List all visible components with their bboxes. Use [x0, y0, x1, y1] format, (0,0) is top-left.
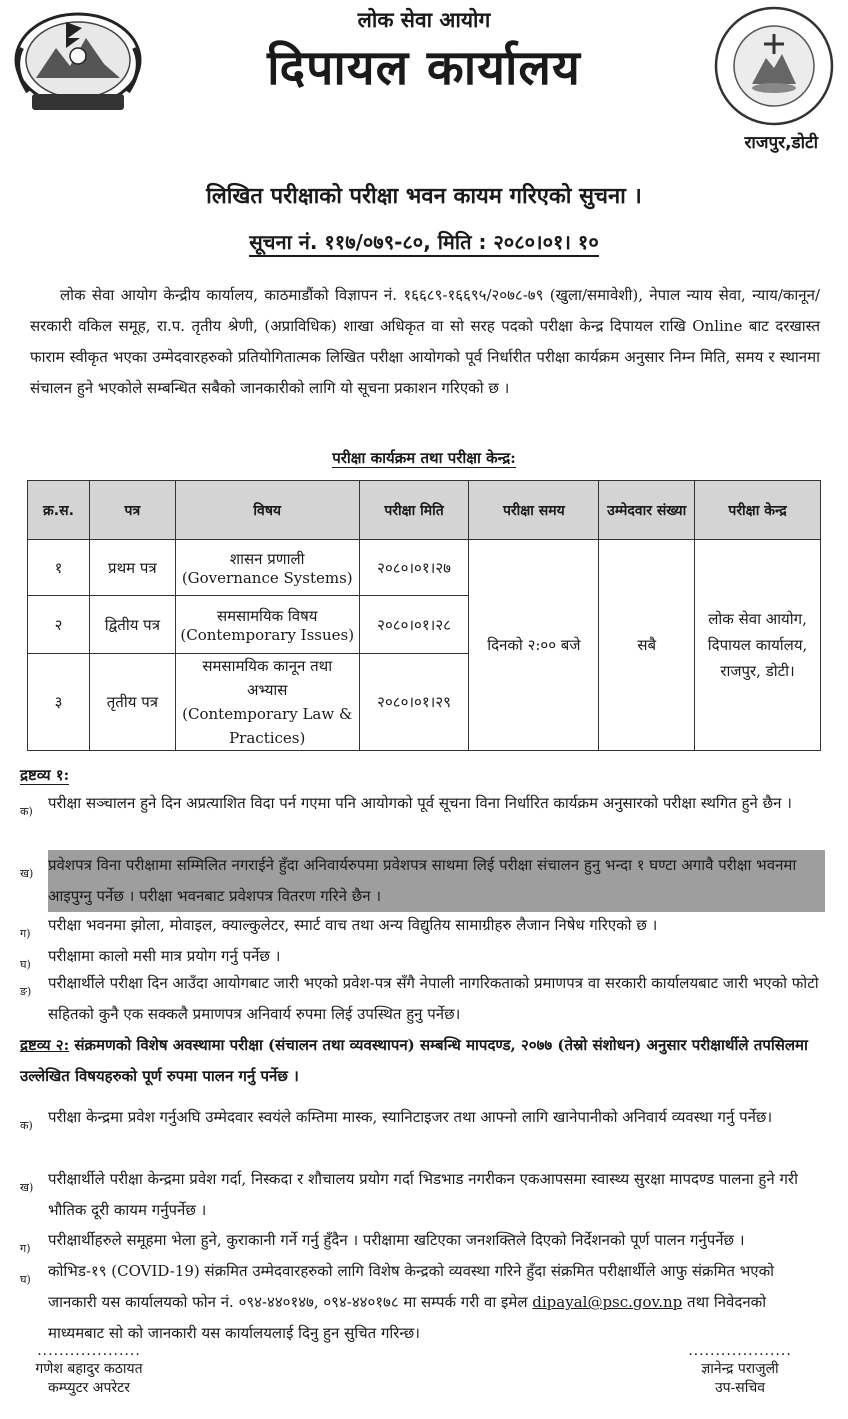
- subject-np: समसामयिक कानून तथा अभ्यास: [202, 657, 333, 699]
- signatory-name: ज्ञानेन्द्र पराजुली: [701, 1361, 779, 1377]
- list-item: [20, 1225, 825, 1256]
- signatory-role: उप-सचिव: [714, 1380, 766, 1396]
- item-marker: ख): [20, 1181, 34, 1194]
- item-text: परीक्षा सञ्चालन हुने दिन अप्रत्याशित विदा पर्न गएमा पनि आयोगको पूर्व सूचना विना निर्धारित कार्यक्रम अनुसारको परीक्षा स्थगित हुने छैन ।: [48, 794, 792, 812]
- subject-en: (Contemporary Law & Practices): [182, 705, 353, 747]
- org-name: लोक सेवा आयोग: [357, 8, 491, 32]
- item-marker: क): [20, 805, 33, 818]
- item-text: परीक्षा केन्द्रमा प्रवेश गर्नुअघि उम्मेदवार स्वयंले कम्तिमा मास्क, स्यानिटाइजर तथा आफ्नो लागि खानेपानीको अनिवार्य व्यवस्था गर्नु पर्नेछ।: [48, 1108, 773, 1126]
- list-item: [20, 850, 825, 912]
- notice-number: [0, 228, 848, 255]
- cell-date: २०८०।०१।२७: [359, 540, 469, 596]
- item-marker: ग): [20, 927, 31, 940]
- note2-text: संक्रमणको विशेष अवस्थामा परीक्षा (संचालन तथा व्यवस्थापन) सम्बन्धि मापदण्ड, २०७७ (तेस्रो संशोधन) अनुसार परीक्षार्थीले तपसिलमा उल्लेखित विषयहरुको पूर्ण रुपमा पालन गर्नु पर्नेछ ।: [20, 1036, 808, 1085]
- list-item: [20, 1164, 825, 1226]
- cell-center: लोक सेवा आयोग, दिपायल कार्यालय, राजपुर, डोटी।: [695, 540, 821, 751]
- signature-right: [660, 1343, 820, 1397]
- item-text: परीक्षार्थीहरुले समूहमा भेला हुने, कुराकानी गर्ने गर्नु हुँदैन । परीक्षामा खटिएका जनशक्तिले दिएको निर्देशनको पूर्ण पालन गर्नुपर्नेछ ।: [48, 1231, 745, 1249]
- schedule-heading: [0, 448, 848, 468]
- subject-np: शासन प्रणाली: [229, 549, 305, 568]
- note1-heading-text: द्रष्टव्य १:: [20, 766, 70, 784]
- item-text-highlighted: प्रवेशपत्र विना परीक्षामा सम्मिलित नगराईने हुँदा अनिवार्यरुपमा प्रवेशपत्र साथमा लिई परीक्षा संचालन हुनु भन्दा १ घण्टा अगावै परीक्षा भवनमा आइपुग्नु पर्नेछ । परीक्षा भवनबाट प्रवेशपत्र वितरण गरिने छैन ।: [48, 850, 825, 912]
- covid-text-after: तथा निवेदनको माध्यमबाट सो को जानकारी यस कार्यालयलाई दिनु हुन सुचित गरिन्छ।: [48, 1293, 767, 1342]
- signatory-name: गणेश बहादुर कठायत: [35, 1361, 143, 1377]
- item-marker: घ): [20, 1273, 31, 1286]
- cell-paper: द्वितीय पत्र: [89, 596, 175, 654]
- cell-sn: ३: [28, 654, 90, 751]
- table-header-row: [28, 481, 821, 540]
- office-location: राजपुर,डोटी: [744, 133, 818, 153]
- email-link[interactable]: dipayal@psc.gov.np: [532, 1293, 683, 1311]
- cell-sn: २: [28, 596, 90, 654]
- item-marker: ख): [20, 867, 34, 880]
- item-text: परीक्षार्थीले परीक्षा केन्द्रमा प्रवेश गर्दा, निस्कदा र शौचालय प्रयोग गर्दा भिडभाड नगरीकन एकआपसमा स्वास्थ्य सुरक्षा मापदण्ड पालना हुने गरी भौतिक दूरी कायम गर्नुपर्नेछ ।: [48, 1170, 798, 1219]
- schedule-heading-text: परीक्षा कार्यक्रम तथा परीक्षा केन्द्र:: [332, 449, 516, 467]
- table-row: [28, 540, 821, 596]
- col-header-date: परीक्षा मिति: [359, 481, 469, 540]
- office-name: दिपायल कार्यालय: [267, 40, 581, 96]
- cell-paper: प्रथम पत्र: [89, 540, 175, 596]
- item-text: परीक्षामा कालो मसी मात्र प्रयोग गर्नु पर्नेछ ।: [48, 947, 281, 965]
- col-header-center: परीक्षा केन्द्र: [695, 481, 821, 540]
- item-marker: ग): [20, 1242, 31, 1255]
- col-header-sn: क्र.स.: [28, 481, 90, 540]
- cell-time: दिनको २:०० बजे: [469, 540, 599, 751]
- item-text: परीक्षार्थीले परीक्षा दिन आउँदा आयोगबाट जारी भएको प्रवेश-पत्र सँगै नेपाली नागरिकताको प्रमाणपत्र वा सरकारी कार्यालयबाट जारी भएको फोटो सहितको कुनै एक सक्कलै प्रमाणपत्र अनिवार्य रुपमा लिई उपस्थित हुनु पर्नेछ।: [48, 974, 819, 1023]
- cell-date: २०८०।०१।२९: [359, 654, 469, 751]
- item-marker: ङ): [20, 985, 32, 998]
- list-item: [20, 1256, 825, 1349]
- list-item: [20, 788, 825, 819]
- signature-line: ...................: [37, 1343, 141, 1359]
- note2-heading: [20, 1030, 825, 1092]
- cell-subject: [175, 540, 359, 596]
- signatory-role: कम्प्युटर अपरेटर: [48, 1380, 130, 1396]
- list-item: [20, 1102, 825, 1133]
- notice-title: लिखित परीक्षाको परीक्षा भवन कायम गरिएको सुचना ।: [206, 184, 642, 209]
- list-item: [20, 968, 825, 1030]
- cell-subject: [175, 596, 359, 654]
- exam-schedule-table: [27, 480, 821, 751]
- cell-subject: [175, 654, 359, 751]
- subject-en: (Governance Systems): [181, 568, 353, 587]
- item-marker: क): [20, 1119, 33, 1132]
- list-item: [20, 910, 825, 941]
- note2-label: द्रष्टव्य २:: [20, 1036, 70, 1054]
- cell-candidates: सबै: [599, 540, 695, 751]
- col-header-candidates: उम्मेदवार संख्या: [599, 481, 695, 540]
- subject-en: (Contemporary Issues): [180, 625, 355, 644]
- cell-paper: तृतीय पत्र: [89, 654, 175, 751]
- subject-np: समसामयिक विषय: [216, 606, 318, 625]
- signature-left: [14, 1343, 164, 1397]
- cell-sn: १: [28, 540, 90, 596]
- note1-heading: [20, 765, 69, 785]
- col-header-paper: पत्र: [89, 481, 175, 540]
- item-text: परीक्षा भवनमा झोला, मोवाइल, क्याल्कुलेटर, स्मार्ट वाच तथा अन्य विद्युतिय सामाग्रीहरु लैजान निषेध गरिएको छ ।: [48, 916, 658, 934]
- cell-date: २०८०।०१।२८: [359, 596, 469, 654]
- item-text: [48, 1256, 825, 1349]
- col-header-time: परीक्षा समय: [469, 481, 599, 540]
- col-header-subject: विषय: [175, 481, 359, 540]
- signature-line: ...................: [688, 1343, 792, 1359]
- notice-number-text: सूचना नं. ११७/०७९-८०, मिति : २०८०।०१। १०: [249, 230, 598, 257]
- item-marker: घ): [20, 958, 31, 971]
- notice-body: लोक सेवा आयोग केन्द्रीय कार्यालय, काठमाडौंको विज्ञापन नं. १६६८९-१६६९५/२०७८-७९ (खुला/समावेशी), नेपाल न्याय सेवा, न्याय/कानून/सरकारी वकिल समूह, रा.प. तृतीय श्रेणी, (अप्राविधिक) शाखा अधिकृत वा सो सरह पदको परीक्षा केन्द्र दिपायल राखि Online बाट दरखास्त फाराम स्वीकृत भएका उम्मेदवारहरुको प्रतियोगितात्मक लिखित परीक्षा आयोगको पूर्व निर्धारीत परीक्षा कार्यक्रम अनुसार निम्न मिति, समय र स्थानमा संचालन हुने भएकोले सम्बन्धित सबैको जानकारीको लागि यो सूचना प्रकाशन गरिएको छ ।: [30, 286, 820, 397]
- covid-text-before: कोभिड-१९ (COVID-19) संक्रमित उम्मेदवारहरुको लागि विशेष केन्द्रको व्यवस्था गरिने हुँदा संक्रमित परीक्षार्थीले आफु संक्रमित भएको जानकारी यस कार्यालयको फोन नं. ०९४-४४०१४७, ०९४-४४०१७८ मा सम्पर्क गरी वा इमेल: [48, 1262, 774, 1311]
